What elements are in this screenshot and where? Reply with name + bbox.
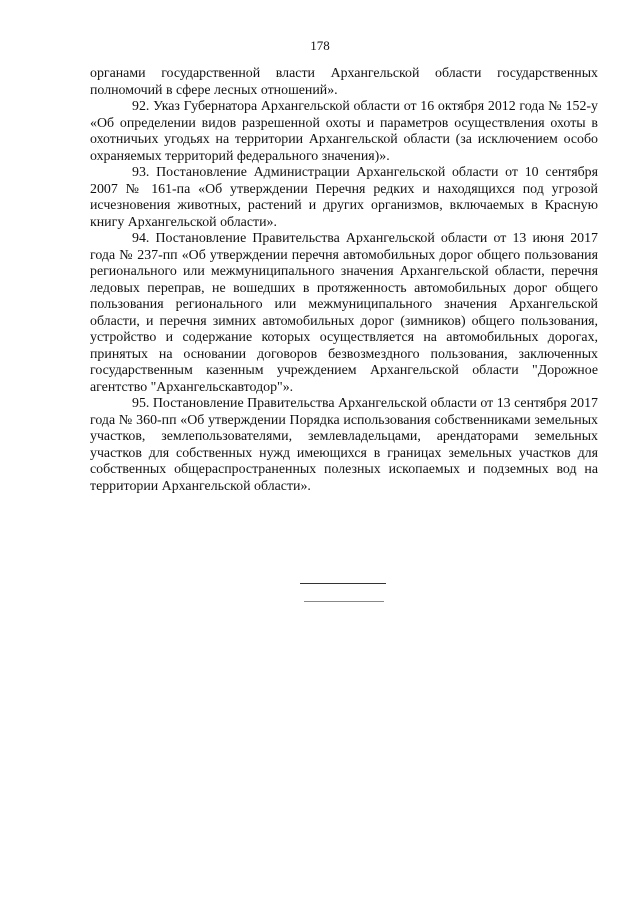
page-number: 178: [310, 38, 330, 53]
document-body: [90, 66, 598, 495]
end-divider-line-secondary: [304, 601, 384, 602]
paragraph-item-92: 92. Указ Губернатора Архангельской области от 16 октября 2012 года № 152-у «Об определении видов разрешенной охоты и параметров осуществления охоты в охотничьих угодьях на территории Архангельской области (за исключением особо охраняемых территорий федерального значения)».: [90, 99, 598, 164]
paragraph-item-95: 95. Постановление Правительства Архангельской области от 13 сентября 2017 года № 360-пп «Об утверждении Порядка использования собственниками земельных участков, землепользователями, землевладельцами, арендаторами земельных участков для собственных нужд имеющихся в границах земельных участков для собственных общераспространенных полезных ископаемых и подземных вод на территории Архангельской области».: [90, 396, 598, 494]
paragraph-continuation: органами государственной власти Архангельской области государственных полномочий в сфере лесных отношений».: [90, 66, 598, 98]
end-divider-line: [300, 583, 386, 584]
paragraph-item-94: 94. Постановление Правительства Архангельской области от 13 июня 2017 года № 237-пп «Об утверждении перечня автомобильных дорог общего пользования регионального или межмуниципального значения Архангельской области, перечня ледовых переправ, не вошедших в протяженность автомобильных дорог общего пользования регионального или межмуниципального значения Архангельской области, и перечня зимних автомобильных дорог (зимников) общего пользования, устройство и содержание которых осуществляется на автомобильных дорогах, принятых на основании договоров безвозмездного пользования, заключенных государственным казенным учреждением Архангельской области "Дорожное агентство "Архангельскавтодор"».: [90, 231, 598, 395]
paragraph-item-93: 93. Постановление Администрации Архангельской области от 10 сентября 2007 № 161-па «Об утверждении Перечня редких и находящихся под угрозой исчезновения животных, растений и других организмов, включаемых в Красную книгу Архангельской области».: [90, 165, 598, 230]
